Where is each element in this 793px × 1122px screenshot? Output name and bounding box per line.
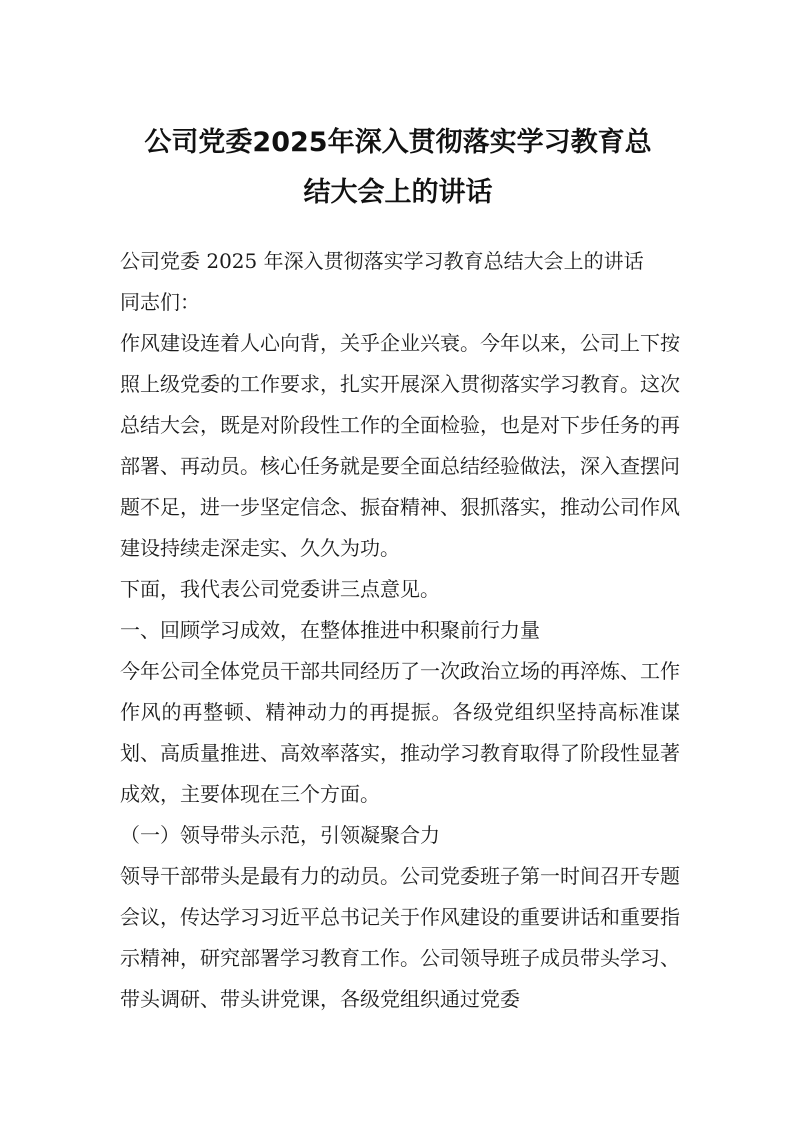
section-heading-1: 一、回顾学习成效，在整体推进中积聚前行力量 [120, 618, 540, 642]
paragraph-introduction: 作风建设连着人心向背，关乎企业兴衰。今年以来，公司上下按照上级党委的工作要求，扎实开展深入贯彻落实学习教育。这次总结大会，既是对阶段性工作的全面检验，也是对下步任务的再部署、再动员。核心任务就是要全面总结经验做法，深入查摆问题不足，进一步坚定信念、振奋精神、狠抓落实，推动公司作风建设持续走深走实、久久为功。 [120, 331, 680, 560]
paragraph-heading-repeat: 公司党委 2025 年深入贯彻落实学习教育总结大会上的讲话 [120, 249, 644, 273]
document-title [118, 118, 678, 218]
title-line-2: 结大会上的讲话 [303, 177, 493, 208]
paragraph-section-1: 今年公司全体党员干部共同经历了一次政治立场的再淬炼、工作作风的再整顿、精神动力的再提振。各级党组织坚持高标准谋划、高质量推进、高效率落实，推动学习教育取得了阶段性显著成效，主要体现在三个方面。 [120, 659, 680, 806]
title-line-1: 公司党委2025年深入贯彻落实学习教育总 [144, 127, 652, 158]
subsection-heading-1: （一）领导带头示范，引领凝聚合力 [120, 823, 440, 847]
document-body [120, 241, 680, 1020]
paragraph-subsection-1: 领导干部带头是最有力的动员。公司党委班子第一时间召开专题会议，传达学习习近平总书记关于作风建设的重要讲话和重要指示精神，研究部署学习教育工作。公司领导班子成员带头学习、带头调研、带头讲党课，各级党组织通过党委 [120, 864, 680, 1011]
paragraph-salutation: 同志们： [120, 290, 200, 314]
paragraph-transition: 下面，我代表公司党委讲三点意见。 [120, 577, 440, 601]
